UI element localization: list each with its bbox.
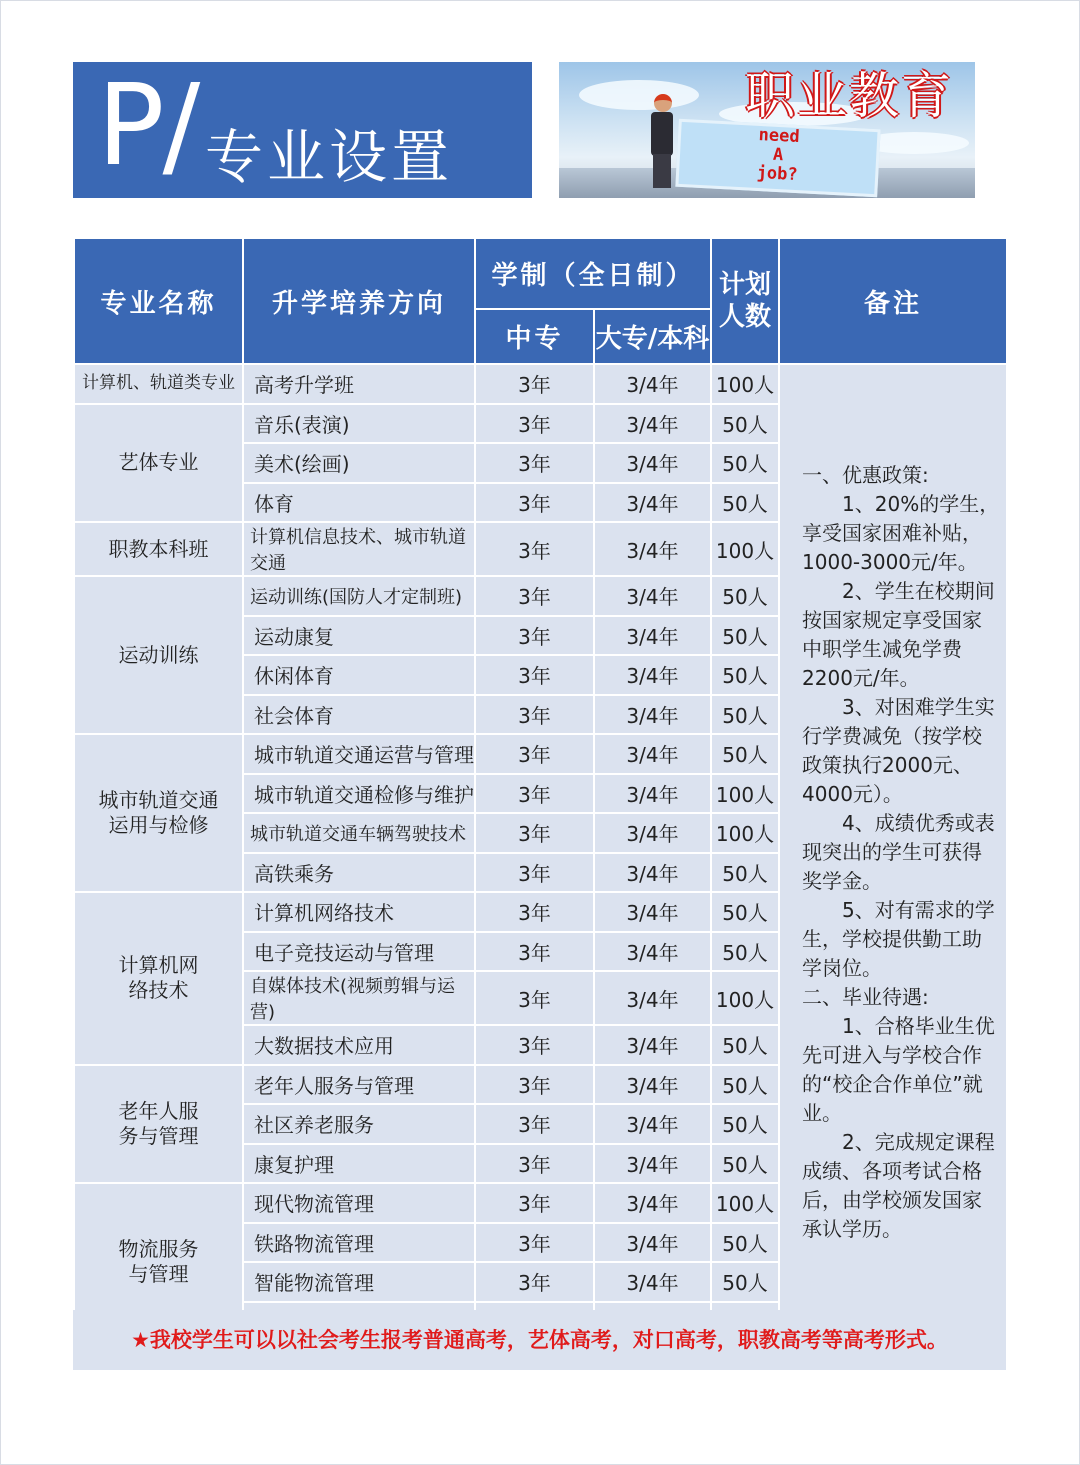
college-years: 3/4年 xyxy=(594,443,711,483)
plan-count: 50人 xyxy=(711,695,779,735)
header-major: 专业名称 xyxy=(74,238,243,364)
remark-paragraph: 2、完成规定课程成绩、各项考试合格后，由学校颁发国家承认学历。 xyxy=(802,1130,995,1241)
header-secondary: 中专 xyxy=(475,309,594,364)
college-years: 3/4年 xyxy=(594,576,711,616)
person-figure xyxy=(647,94,677,190)
training-direction: 休闲体育 xyxy=(243,655,475,695)
secondary-years: 3年 xyxy=(475,576,594,616)
job-sign xyxy=(675,119,880,197)
secondary-years: 3年 xyxy=(475,892,594,932)
plan-count: 50人 xyxy=(711,1104,779,1144)
secondary-years: 3年 xyxy=(475,971,594,1025)
secondary-years: 3年 xyxy=(475,1104,594,1144)
header-remarks: 备注 xyxy=(779,238,1007,364)
training-direction: 计算机网络技术 xyxy=(243,892,475,932)
remark-paragraph: 1、合格毕业生优先可进入与学校合作的“校企合作单位”就业。 xyxy=(802,1014,995,1125)
secondary-years: 3年 xyxy=(475,616,594,656)
plan-count: 50人 xyxy=(711,655,779,695)
training-direction: 计算机信息技术、城市轨道交通 xyxy=(243,522,475,576)
college-years: 3/4年 xyxy=(594,404,711,444)
college-years: 3/4年 xyxy=(594,853,711,893)
training-direction: 体育 xyxy=(243,483,475,523)
training-direction: 康复护理 xyxy=(243,1144,475,1184)
secondary-years: 3年 xyxy=(475,404,594,444)
college-years: 3/4年 xyxy=(594,695,711,735)
plan-count: 50人 xyxy=(711,443,779,483)
secondary-years: 3年 xyxy=(475,483,594,523)
major-category: 老年人服 务与管理 xyxy=(74,1065,243,1184)
major-category: 物流服务 与管理 xyxy=(74,1183,243,1341)
plan-count: 50人 xyxy=(711,892,779,932)
remark-paragraph: 4、成绩优秀或表现突出的学生可获得奖学金。 xyxy=(802,811,995,893)
table-body xyxy=(74,364,1007,1341)
header-system: 学制（全日制） xyxy=(475,238,711,309)
college-years: 3/4年 xyxy=(594,734,711,774)
major-category: 艺体专业 xyxy=(74,404,243,523)
secondary-years: 3年 xyxy=(475,1144,594,1184)
major-category: 城市轨道交通 运用与检修 xyxy=(74,734,243,892)
college-years: 3/4年 xyxy=(594,616,711,656)
plan-count: 100人 xyxy=(711,774,779,814)
plan-count: 50人 xyxy=(711,616,779,656)
college-years: 3/4年 xyxy=(594,774,711,814)
header-plan-text: 计划人数 xyxy=(719,270,772,332)
plan-count: 50人 xyxy=(711,853,779,893)
college-years: 3/4年 xyxy=(594,932,711,972)
secondary-years: 3年 xyxy=(475,1183,594,1223)
sign-line: A xyxy=(772,144,784,166)
secondary-years: 3年 xyxy=(475,443,594,483)
plan-count: 50人 xyxy=(711,1025,779,1065)
plan-count: 50人 xyxy=(711,734,779,774)
remark-paragraph: 二、毕业待遇: xyxy=(802,985,929,1009)
photo-title: 职业教育 xyxy=(745,67,953,125)
plan-count: 50人 xyxy=(711,404,779,444)
college-years: 3/4年 xyxy=(594,1183,711,1223)
college-years: 3/4年 xyxy=(594,1223,711,1263)
secondary-years: 3年 xyxy=(475,695,594,735)
majors-table xyxy=(73,237,1008,1342)
training-direction: 老年人服务与管理 xyxy=(243,1065,475,1105)
college-years: 3/4年 xyxy=(594,1025,711,1065)
major-category: 职教本科班 xyxy=(74,522,243,576)
page-title: 专业设置 xyxy=(205,123,454,191)
training-direction: 高铁乘务 xyxy=(243,853,475,893)
training-direction: 社会体育 xyxy=(243,695,475,735)
secondary-years: 3年 xyxy=(475,1025,594,1065)
secondary-years: 3年 xyxy=(475,522,594,576)
sign-line: job? xyxy=(756,162,799,186)
secondary-years: 3年 xyxy=(475,853,594,893)
remarks-cell xyxy=(779,364,1007,1341)
remark-paragraph: 3、对困难学生实行学费减免（按学校政策执行2000元、4000元）。 xyxy=(802,695,995,806)
college-years: 3/4年 xyxy=(594,655,711,695)
training-direction: 自媒体技术(视频剪辑与运营) xyxy=(243,971,475,1025)
training-direction: 社区养老服务 xyxy=(243,1104,475,1144)
plan-count: 50人 xyxy=(711,1262,779,1302)
training-direction: 美术(绘画) xyxy=(243,443,475,483)
major-category: 计算机、轨道类专业 xyxy=(74,364,243,404)
footer-note: ★我校学生可以以社会考生报考普通高考，艺体高考，对口高考，职教高考等高考形式。 xyxy=(73,1310,1006,1370)
college-years: 3/4年 xyxy=(594,522,711,576)
secondary-years: 3年 xyxy=(475,734,594,774)
college-years: 3/4年 xyxy=(594,364,711,404)
remark-paragraph: 5、对有需求的学生，学校提供勤工助学岗位。 xyxy=(802,898,995,980)
table-row xyxy=(74,364,1007,404)
training-direction: 智能物流管理 xyxy=(243,1262,475,1302)
college-years: 3/4年 xyxy=(594,813,711,853)
secondary-years: 3年 xyxy=(475,1223,594,1263)
college-years: 3/4年 xyxy=(594,971,711,1025)
secondary-years: 3年 xyxy=(475,932,594,972)
training-direction: 城市轨道交通车辆驾驶技术 xyxy=(243,813,475,853)
plan-count: 50人 xyxy=(711,576,779,616)
training-direction: 音乐(表演) xyxy=(243,404,475,444)
training-direction: 铁路物流管理 xyxy=(243,1223,475,1263)
secondary-years: 3年 xyxy=(475,813,594,853)
major-category: 计算机网 络技术 xyxy=(74,892,243,1065)
banner-letter: P/ xyxy=(97,61,199,191)
training-direction: 现代物流管理 xyxy=(243,1183,475,1223)
college-years: 3/4年 xyxy=(594,1144,711,1184)
header-direction: 升学培养方向 xyxy=(243,238,475,364)
plan-count: 50人 xyxy=(711,1144,779,1184)
remark-paragraph: 2、学生在校期间按国家规定享受国家中职学生减免学费2200元/年。 xyxy=(802,579,995,690)
plan-count: 50人 xyxy=(711,483,779,523)
sign-line: need xyxy=(758,124,801,148)
training-direction: 电子竞技运动与管理 xyxy=(243,932,475,972)
college-years: 3/4年 xyxy=(594,483,711,523)
college-years: 3/4年 xyxy=(594,1104,711,1144)
plan-count: 100人 xyxy=(711,971,779,1025)
training-direction: 运动康复 xyxy=(243,616,475,656)
secondary-years: 3年 xyxy=(475,655,594,695)
training-direction: 城市轨道交通检修与维护 xyxy=(243,774,475,814)
training-direction: 城市轨道交通运营与管理 xyxy=(243,734,475,774)
major-category: 运动训练 xyxy=(74,576,243,734)
section-banner xyxy=(73,62,532,198)
plan-count: 50人 xyxy=(711,1065,779,1105)
vocational-education-photo xyxy=(559,62,975,198)
header-college: 大专/本科 xyxy=(594,309,711,364)
remark-paragraph: 1、20%的学生，享受国家困难补贴，1000-3000元/年。 xyxy=(802,492,1000,574)
plan-count: 50人 xyxy=(711,1223,779,1263)
secondary-years: 3年 xyxy=(475,1065,594,1105)
secondary-years: 3年 xyxy=(475,364,594,404)
plan-count: 100人 xyxy=(711,364,779,404)
college-years: 3/4年 xyxy=(594,892,711,932)
training-direction: 运动训练(国防人才定制班) xyxy=(243,576,475,616)
plan-count: 50人 xyxy=(711,932,779,972)
secondary-years: 3年 xyxy=(475,1262,594,1302)
plan-count: 100人 xyxy=(711,813,779,853)
training-direction: 高考升学班 xyxy=(243,364,475,404)
header-plan xyxy=(711,238,779,364)
college-years: 3/4年 xyxy=(594,1262,711,1302)
training-direction: 大数据技术应用 xyxy=(243,1025,475,1065)
secondary-years: 3年 xyxy=(475,774,594,814)
plan-count: 100人 xyxy=(711,522,779,576)
remark-paragraph: 一、优惠政策: xyxy=(802,463,929,487)
college-years: 3/4年 xyxy=(594,1065,711,1105)
plan-count: 100人 xyxy=(711,1183,779,1223)
